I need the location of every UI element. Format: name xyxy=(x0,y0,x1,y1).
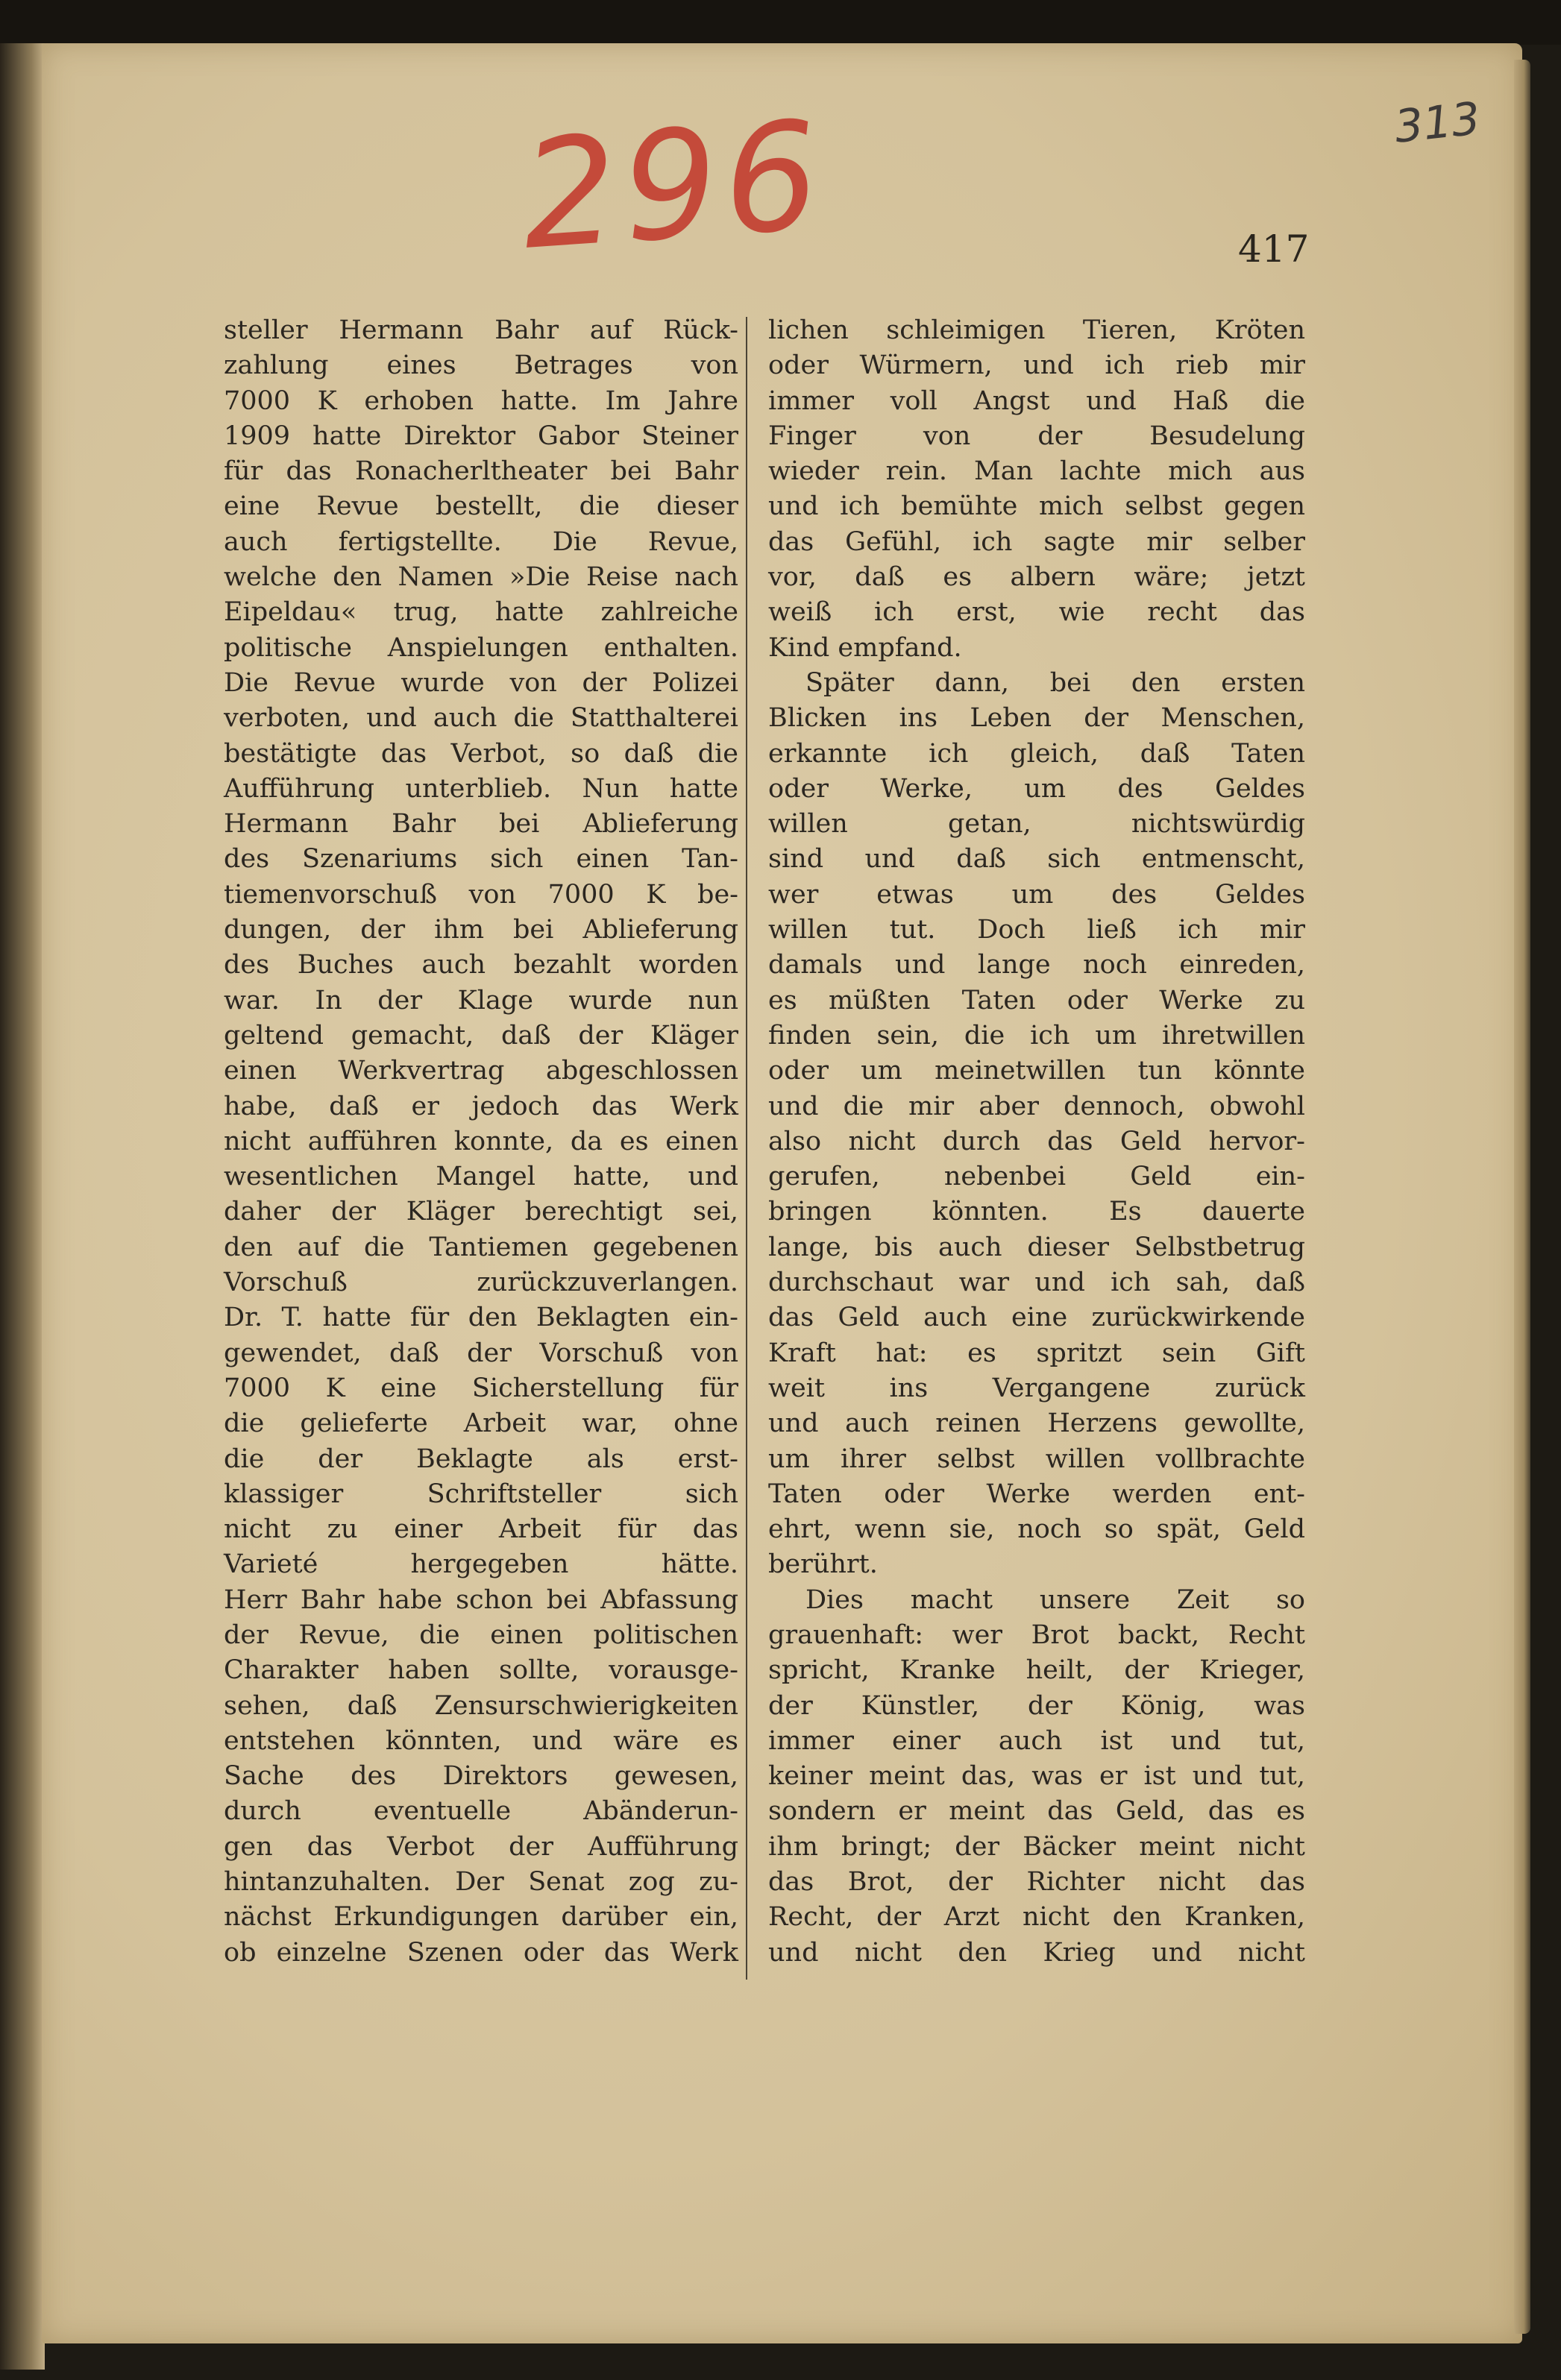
text-line: das Brot, der Richter nicht das xyxy=(768,1867,1305,1898)
text-line: nächst Erkundigungen darüber ein, xyxy=(224,1902,738,1933)
page-edge xyxy=(1514,60,1530,2334)
text-line: einen Werkvertrag abgeschlossen xyxy=(224,1056,738,1086)
text-line: es müßten Taten oder Werke zu xyxy=(768,985,1305,1016)
text-line: des Buches auch bezahlt worden xyxy=(224,950,738,980)
text-line: sondern er meint das Geld, das es xyxy=(768,1796,1305,1827)
text-line: politische Anspielungen enthalten. xyxy=(224,632,738,663)
text-line: Eipeldau« trug, hatte zahlreiche xyxy=(224,597,738,628)
text-line: Blicken ins Leben der Menschen, xyxy=(768,703,1305,734)
text-line: oder Werke, um des Geldes xyxy=(768,773,1305,804)
text-line: eine Revue bestellt, die dieser xyxy=(224,491,738,522)
text-line: das Gefühl, ich sagte mir selber xyxy=(768,526,1305,557)
text-line: daher der Kläger berechtigt sei, xyxy=(224,1197,738,1227)
text-line: Dies macht unsere Zeit so xyxy=(805,1584,1305,1615)
text-line: damals und lange noch einreden, xyxy=(768,950,1305,980)
text-line: des Szenariums sich einen Tan- xyxy=(224,844,738,875)
text-line: grauenhaft: wer Brot backt, Recht xyxy=(768,1619,1305,1650)
text-line: oder Würmern, und ich rieb mir xyxy=(768,350,1305,381)
text-line: sind und daß sich entmenscht, xyxy=(768,844,1305,875)
text-line: also nicht durch das Geld hervor- xyxy=(768,1126,1305,1156)
text-line: Sache des Direktors gewesen, xyxy=(224,1761,738,1792)
right-text-column xyxy=(768,313,1305,1971)
text-line: klassiger Schriftsteller sich xyxy=(224,1479,738,1509)
text-line: berührt. xyxy=(768,1549,878,1580)
text-line: vor, daß es albern wäre; jetzt xyxy=(768,562,1305,593)
text-line: weit ins Vergangene zurück xyxy=(768,1373,1305,1403)
text-line: lange, bis auch dieser Selbstbetrug xyxy=(768,1232,1305,1262)
text-line: die der Beklagte als erst- xyxy=(224,1444,738,1474)
text-line: bringen könnten. Es dauerte xyxy=(768,1197,1305,1227)
text-line: entstehen könnten, und wäre es xyxy=(224,1725,738,1756)
text-line: bestätigte das Verbot, so daß die xyxy=(224,738,738,769)
text-line: Kraft hat: es spritzt sein Gift xyxy=(768,1338,1305,1368)
text-line: zahlung eines Betrages von xyxy=(224,350,738,381)
text-line: durchschaut war und ich sah, daß xyxy=(768,1268,1305,1298)
text-line: durch eventuelle Abänderun- xyxy=(224,1796,738,1827)
text-line: welche den Namen »Die Reise nach xyxy=(224,562,738,593)
text-line: ob einzelne Szenen oder das Werk xyxy=(224,1937,738,1968)
text-line: keiner meint das, was er ist und tut, xyxy=(768,1761,1305,1792)
text-line: willen tut. Doch ließ ich mir xyxy=(768,915,1305,945)
text-line: der Künstler, der König, was xyxy=(768,1690,1305,1721)
text-line: Später dann, bei den ersten xyxy=(805,667,1305,698)
text-line: 1909 hatte Direktor Gabor Steiner xyxy=(224,421,738,451)
handwritten-folio-red: 296 xyxy=(516,89,831,283)
text-line: und auch reinen Herzens gewollte, xyxy=(768,1408,1305,1439)
text-line: gen das Verbot der Aufführung xyxy=(224,1831,738,1862)
text-line: immer einer auch ist und tut, xyxy=(768,1725,1305,1756)
page-number: 417 xyxy=(1238,227,1310,271)
text-line: für das Ronacherltheater bei Bahr xyxy=(224,456,738,487)
text-line: und ich bemühte mich selbst gegen xyxy=(768,491,1305,522)
text-line: gerufen, nebenbei Geld ein- xyxy=(768,1162,1305,1192)
text-line: wer etwas um des Geldes xyxy=(768,879,1305,910)
handwritten-folio-number: 313 xyxy=(1392,92,1483,154)
text-line: weiß ich erst, wie recht das xyxy=(768,597,1305,628)
text-line: steller Hermann Bahr auf Rück- xyxy=(224,315,738,345)
text-line: hintanzuhalten. Der Senat zog zu- xyxy=(224,1867,738,1898)
text-line: und die mir aber dennoch, obwohl xyxy=(768,1091,1305,1121)
text-line: lichen schleimigen Tieren, Kröten xyxy=(768,315,1305,345)
text-line: Kind empfand. xyxy=(768,632,962,663)
text-line: die gelieferte Arbeit war, ohne xyxy=(224,1408,738,1439)
text-line: wieder rein. Man lachte mich aus xyxy=(768,456,1305,487)
text-line: Aufführung unterblieb. Nun hatte xyxy=(224,773,738,804)
text-line: 7000 K eine Sicherstellung für xyxy=(224,1373,738,1403)
text-line: willen getan, nichtswürdig xyxy=(768,809,1305,840)
text-line: nicht aufführen konnte, da es einen xyxy=(224,1126,738,1156)
text-line: das Geld auch eine zurückwirkende xyxy=(768,1303,1305,1333)
text-line: Herr Bahr habe schon bei Abfassung xyxy=(224,1584,738,1615)
text-line: Varieté hergegeben hätte. xyxy=(224,1549,738,1580)
text-line: Die Revue wurde von der Polizei xyxy=(224,667,738,698)
text-line: tiemenvorschuß von 7000 K be- xyxy=(224,879,738,910)
text-line: spricht, Kranke heilt, der Krieger, xyxy=(768,1655,1305,1686)
text-line: geltend gemacht, daß der Kläger xyxy=(224,1020,738,1051)
text-line: gewendet, daß der Vorschuß von xyxy=(224,1338,738,1368)
text-line: dungen, der ihm bei Ablieferung xyxy=(224,915,738,945)
text-line: oder um meinetwillen tun könnte xyxy=(768,1056,1305,1086)
text-line: Dr. T. hatte für den Beklagten ein- xyxy=(224,1303,738,1333)
column-divider xyxy=(746,317,747,1980)
text-line: habe, daß er jedoch das Werk xyxy=(224,1091,738,1121)
text-line: um ihrer selbst willen vollbrachte xyxy=(768,1444,1305,1474)
text-line: verboten, und auch die Statthalterei xyxy=(224,703,738,734)
text-line: auch fertigstellte. Die Revue, xyxy=(224,526,738,557)
text-line: Taten oder Werke werden ent- xyxy=(768,1479,1305,1509)
text-line: Charakter haben sollte, vorausge- xyxy=(224,1655,738,1686)
text-line: nicht zu einer Arbeit für das xyxy=(224,1514,738,1545)
text-line: ehrt, wenn sie, noch so spät, Geld xyxy=(768,1514,1305,1545)
left-text-column xyxy=(224,313,738,1971)
text-line: immer voll Angst und Haß die xyxy=(768,385,1305,416)
text-line: war. In der Klage wurde nun xyxy=(224,985,738,1016)
text-line: erkannte ich gleich, daß Taten xyxy=(768,738,1305,769)
scan-background xyxy=(0,0,1561,45)
book-spine xyxy=(0,43,45,2370)
text-line: finden sein, die ich um ihretwillen xyxy=(768,1020,1305,1051)
text-line: den auf die Tantiemen gegebenen xyxy=(224,1232,738,1262)
text-line: Finger von der Besudelung xyxy=(768,421,1305,451)
text-line: wesentlichen Mangel hatte, und xyxy=(224,1162,738,1192)
text-line: Hermann Bahr bei Ablieferung xyxy=(224,809,738,840)
text-line: und nicht den Krieg und nicht xyxy=(768,1937,1305,1968)
text-line: 7000 K erhoben hatte. Im Jahre xyxy=(224,385,738,416)
text-line: der Revue, die einen politischen xyxy=(224,1619,738,1650)
text-line: Recht, der Arzt nicht den Kranken, xyxy=(768,1902,1305,1933)
text-line: ihm bringt; der Bäcker meint nicht xyxy=(768,1831,1305,1862)
text-line: Vorschuß zurückzuverlangen. xyxy=(224,1268,738,1298)
text-line: sehen, daß Zensurschwierigkeiten xyxy=(224,1690,738,1721)
